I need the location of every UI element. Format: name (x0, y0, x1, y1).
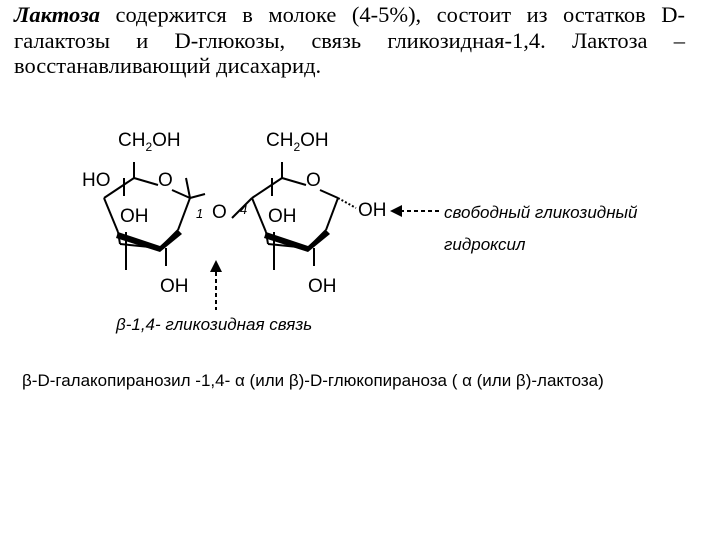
lactose-term: Лактоза (14, 2, 100, 27)
glucose-c2-hydroxyl: OH (308, 276, 337, 297)
free-anomeric-hydroxyl: OH (358, 200, 387, 221)
anomeric-carbon-number: 1 (196, 206, 204, 221)
free-hydroxyl-label-line1: свободный гликозидный (444, 203, 638, 222)
glucose-c3-hydroxyl: OH (268, 206, 297, 227)
systematic-name-caption: β-D-галакопиранозил -1,4- α (или β)-D-глюкопираноза ( α (или β)-лактоза) (22, 371, 604, 390)
galactose-c3-hydroxyl: OH (120, 206, 149, 227)
linkage-arrow (210, 260, 222, 310)
free-hydroxyl-label-line2: гидроксил (444, 235, 526, 254)
glucose-ch2oh: $CH_2OH$ (266, 130, 329, 154)
glycosidic-linkage-label: β-1,4- гликозидная связь (116, 315, 313, 334)
glucose-ring-oxygen: O (306, 170, 321, 191)
bridge-oxygen: O (212, 202, 227, 223)
intro-text: содержится в молоке (4-5%), состоит из остатков D-галактозы и D-глюкозы, связь гликозидная-1,4. Лактоза – восстанавливающий дисахарид. (14, 2, 685, 79)
galactose-c4-hydroxyl: HO (82, 170, 111, 191)
galactose-c2-hydroxyl: OH (160, 276, 189, 297)
galactose-ring-oxygen: O (158, 170, 173, 191)
c4-carbon-number: 4 (240, 202, 248, 217)
free-hydroxyl-arrow (390, 205, 440, 217)
galactose-ch2oh: $CH_2OH$ (118, 130, 181, 154)
